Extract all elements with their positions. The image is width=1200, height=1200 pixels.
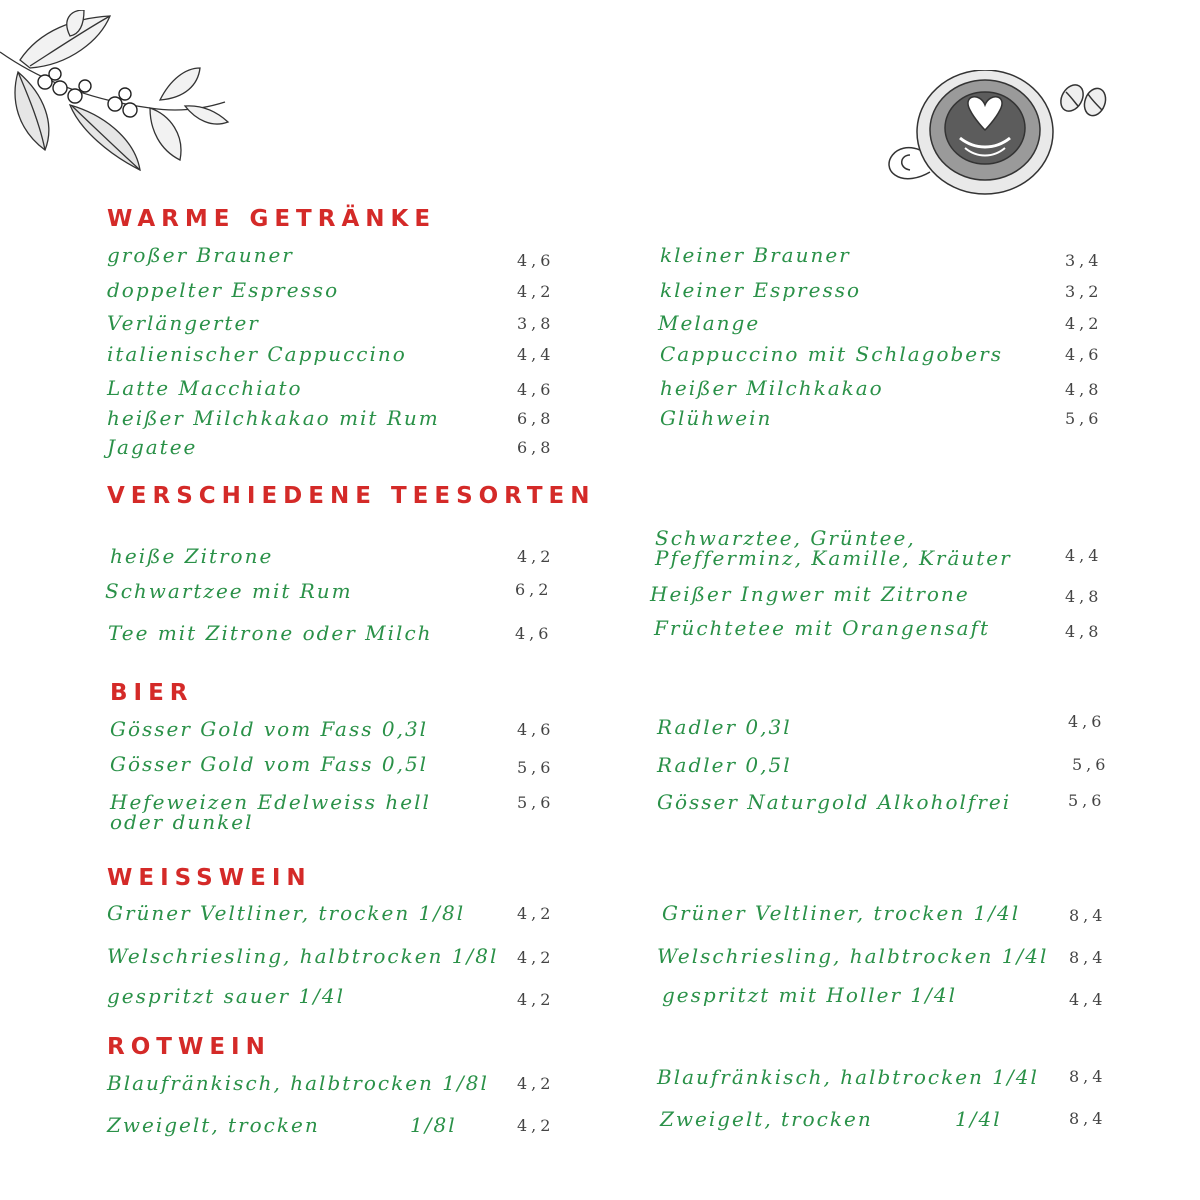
menu-item-name: kleiner Espresso <box>660 278 862 302</box>
menu-item-name: heißer Milchkakao mit Rum <box>107 406 440 430</box>
menu-item-name: Früchtetee mit Orangensaft <box>654 616 991 640</box>
menu-item-name: Heißer Ingwer mit Zitrone <box>650 582 970 606</box>
menu-item-price: 4,6 <box>1068 712 1106 731</box>
menu-item-price: 8,4 <box>1069 948 1107 967</box>
menu-item-price: 8,4 <box>1069 1109 1107 1128</box>
menu-item-price: 8,4 <box>1069 906 1107 925</box>
menu-item-price: 3,4 <box>1065 251 1103 270</box>
menu-item-name: doppelter Espresso <box>107 278 340 302</box>
menu-item-price: 5,6 <box>517 793 555 812</box>
menu-item-price: 4,6 <box>517 251 555 270</box>
menu-item-name: Grüner Veltliner, trocken 1/8l <box>107 901 466 925</box>
heading-weisswein: WEISSWEIN <box>107 865 312 891</box>
heading-warme-getraenke: WARME GETRÄNKE <box>107 206 437 232</box>
menu-item-name: Gösser Gold vom Fass 0,5l <box>110 752 429 776</box>
menu-item-name: Verlängerter <box>107 311 260 335</box>
menu-item-price: 4,6 <box>517 380 555 399</box>
menu-item-name: Latte Macchiato <box>107 376 303 400</box>
menu-item-price: 4,2 <box>517 1074 555 1093</box>
menu-item-price: 4,8 <box>1065 380 1103 399</box>
menu-item-price: 4,4 <box>517 345 555 364</box>
menu-item-price: 5,6 <box>1072 755 1110 774</box>
menu-item-name: Gösser Naturgold Alkoholfrei <box>657 790 1012 814</box>
menu-item-price: 4,4 <box>1065 546 1103 565</box>
menu-item-name: heiße Zitrone <box>110 544 274 568</box>
menu-item-price: 4,6 <box>1065 345 1103 364</box>
menu-item-name: Schwarztee, Grüntee, Pfefferminz, Kamille, Kräuter <box>655 526 1012 570</box>
menu-item-name: Radler 0,3l <box>657 715 792 739</box>
menu-item-price: 5,6 <box>1065 409 1103 428</box>
menu-item-price: 6,8 <box>517 438 555 457</box>
menu-item-name: Grüner Veltliner, trocken 1/4l <box>662 901 1021 925</box>
menu-item-price: 6,8 <box>517 409 555 428</box>
menu-item-price: 4,2 <box>517 547 555 566</box>
menu-item-price: 5,6 <box>1068 791 1106 810</box>
menu-item-name: kleiner Brauner <box>660 243 851 267</box>
menu-item-price: 4,2 <box>517 282 555 301</box>
heading-rotwein: ROTWEIN <box>107 1034 271 1060</box>
menu-item-size: 1/4l <box>955 1107 1002 1131</box>
menu-item-size: 1/8l <box>410 1113 457 1137</box>
menu-item-name: Gösser Gold vom Fass 0,3l <box>110 717 429 741</box>
menu-item-name: Tee mit Zitrone oder Milch <box>108 621 433 645</box>
menu-item-name: Jagatee <box>107 435 198 459</box>
coffee-cup-icon <box>880 70 1120 210</box>
coffee-branch-icon <box>0 10 230 180</box>
menu-item-price: 4,8 <box>1065 587 1103 606</box>
menu-item-name: gespritzt sauer 1/4l <box>107 984 346 1008</box>
menu-item-price: 4,6 <box>515 624 553 643</box>
menu-item-price: 4,6 <box>517 720 555 739</box>
heading-bier: BIER <box>110 680 194 706</box>
menu-item-price: 4,2 <box>517 1116 555 1135</box>
menu-item-price: 5,6 <box>517 758 555 777</box>
menu-item-price: 4,2 <box>1065 314 1103 333</box>
menu-item-name: großer Brauner <box>107 243 294 267</box>
menu-item-name: Welschriesling, halbtrocken 1/4l <box>657 944 1049 968</box>
menu-item-price: 4,2 <box>517 948 555 967</box>
menu-item-price: 4,2 <box>517 990 555 1009</box>
menu-item-name: Zweigelt, trocken <box>660 1107 873 1131</box>
menu-item-name: Radler 0,5l <box>657 753 792 777</box>
menu-item-name: Blaufränkisch, halbtrocken 1/8l <box>107 1071 489 1095</box>
menu-item-name: Melange <box>658 311 761 335</box>
menu-item-name: Schwartzee mit Rum <box>105 579 353 603</box>
menu-item-price: 4,8 <box>1065 622 1103 641</box>
menu-item-name: Welschriesling, halbtrocken 1/8l <box>107 944 499 968</box>
menu-item-price: 4,2 <box>517 904 555 923</box>
menu-item-name: Hefeweizen Edelweiss hell oder dunkel <box>110 790 431 834</box>
menu-item-price: 6,2 <box>515 580 553 599</box>
menu-item-price: 3,8 <box>517 314 555 333</box>
menu-item-name: heißer Milchkakao <box>660 376 884 400</box>
menu-item-name: Glühwein <box>660 406 773 430</box>
menu-item-name: Blaufränkisch, halbtrocken 1/4l <box>657 1065 1039 1089</box>
menu-item-price: 3,2 <box>1065 282 1103 301</box>
heading-teesorten: VERSCHIEDENE TEESORTEN <box>107 483 596 509</box>
menu-item-name: Cappuccino mit Schlagobers <box>660 342 1003 366</box>
menu-item-name: Zweigelt, trocken <box>107 1113 320 1137</box>
menu-item-name: italienischer Cappuccino <box>107 342 407 366</box>
menu-item-price: 4,4 <box>1069 990 1107 1009</box>
menu-item-name: gespritzt mit Holler 1/4l <box>662 983 957 1007</box>
menu-item-price: 8,4 <box>1069 1067 1107 1086</box>
